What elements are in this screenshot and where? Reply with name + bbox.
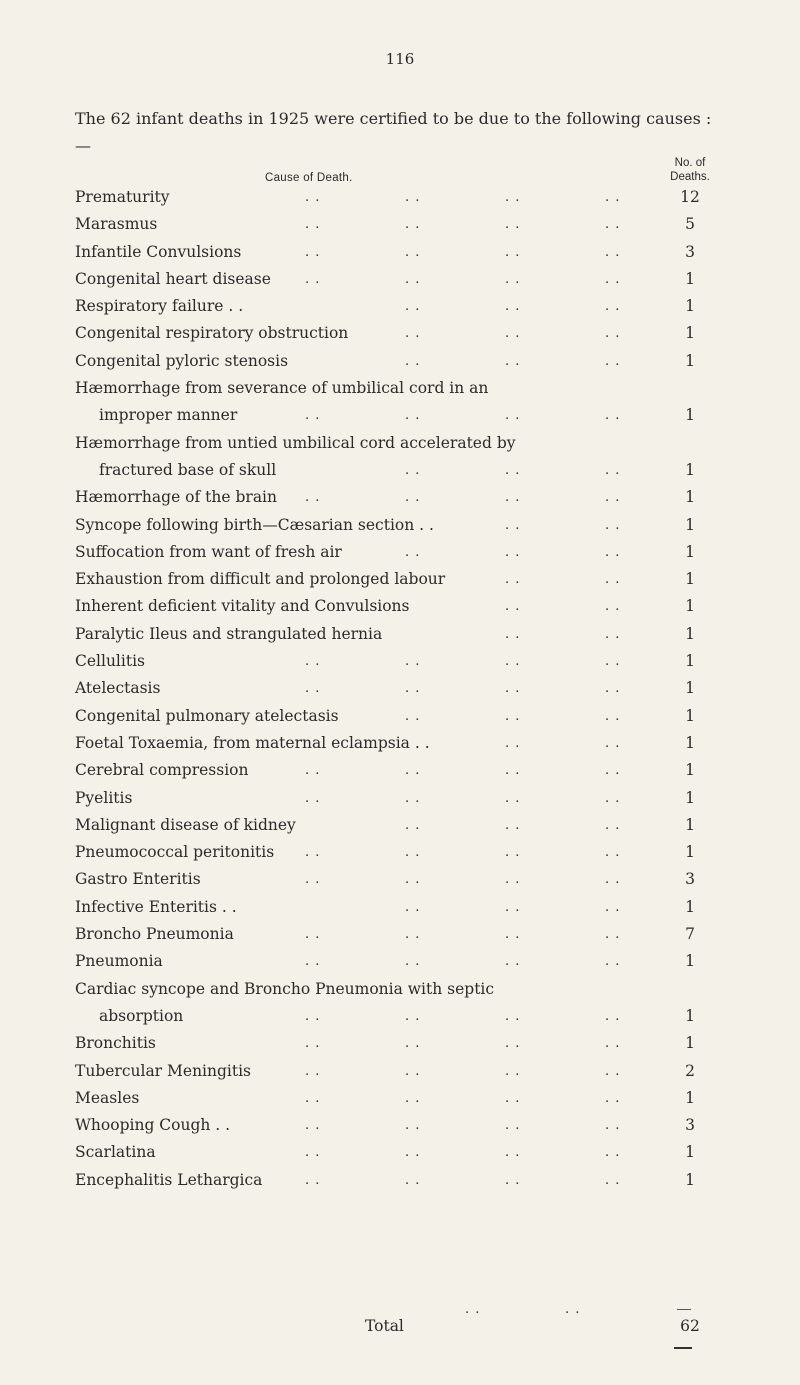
leader-dots: . . xyxy=(505,1118,521,1134)
table-row xyxy=(75,812,725,839)
cause-text: Gastro Enteritis xyxy=(75,870,201,889)
cause-text: Pneumococcal peritonitis xyxy=(75,843,275,862)
leader-dots: . . xyxy=(505,763,521,779)
cause-text: Bronchitis xyxy=(75,1034,156,1053)
leader-dots: . . xyxy=(305,927,321,943)
cause-text: Hæmorrhage from severance of umbilical cord in an xyxy=(75,379,489,398)
leader-dots: . . xyxy=(605,927,621,943)
leader-dots: . . xyxy=(505,271,521,287)
leader-dots: . . xyxy=(505,490,521,506)
table-row xyxy=(75,1085,725,1112)
leader-dots: . . xyxy=(505,353,521,369)
leader-dots: . . xyxy=(405,271,421,287)
table-row xyxy=(75,621,725,648)
death-count: 1 xyxy=(685,733,695,752)
death-count: 1 xyxy=(685,488,695,507)
death-count: 1 xyxy=(685,460,695,479)
leader-dots: . . xyxy=(605,190,621,205)
leader-dots: . . xyxy=(605,1172,621,1188)
leader-dots: . . xyxy=(605,1036,621,1052)
leader-dots: . . xyxy=(605,326,621,342)
leader-dots: . . xyxy=(605,271,621,287)
leader-dots: . . xyxy=(405,299,421,315)
leader-dots: . . xyxy=(405,654,421,670)
leader-dots: . . xyxy=(605,899,621,915)
leader-dots: . . xyxy=(605,845,621,861)
death-count: 1 xyxy=(685,1088,695,1107)
leader-dots: . . xyxy=(505,681,521,697)
table-row xyxy=(75,266,725,293)
intro-paragraph: The 62 infant deaths in 1925 were certified to be due to the following causes :— xyxy=(75,109,712,155)
death-count: 1 xyxy=(685,897,695,916)
table-row xyxy=(75,375,725,430)
leader-dots: . . xyxy=(605,599,621,615)
table-row xyxy=(75,320,725,347)
leader-dots: . . xyxy=(405,790,421,806)
leader-dots: . . xyxy=(605,1063,621,1079)
cause-text: Encephalitis Lethargica xyxy=(75,1170,263,1189)
death-count: 1 xyxy=(685,1170,695,1189)
cause-text-continued: improper manner xyxy=(99,406,238,425)
leader-dots: . . xyxy=(505,927,521,943)
death-count: 1 xyxy=(685,624,695,643)
leader-dots: . . xyxy=(605,490,621,506)
table-row xyxy=(75,593,725,620)
leader-dots: . . xyxy=(405,872,421,888)
leader-dots: . . xyxy=(505,408,521,424)
death-count: 1 xyxy=(685,652,695,671)
cause-text: Paralytic Ileus and strangulated hernia xyxy=(75,624,383,643)
death-count: 1 xyxy=(685,515,695,534)
death-count: 1 xyxy=(685,1034,695,1053)
leader-dots: . . xyxy=(505,1008,521,1024)
leader-dots: . . xyxy=(405,899,421,915)
leader-dots: . . xyxy=(305,1118,321,1134)
leader-dots: . . xyxy=(505,462,521,478)
cause-text: Inherent deficient vitality and Convulsions xyxy=(75,597,410,616)
cause-text: Prematurity xyxy=(75,188,170,206)
leader-dots: . . xyxy=(505,899,521,915)
leader-dots: . . xyxy=(505,1090,521,1106)
table-row xyxy=(75,921,725,948)
cause-text: Hæmorrhage of the brain xyxy=(75,488,277,507)
table-row xyxy=(75,1112,725,1139)
leader-dots: . . xyxy=(605,408,621,424)
leader-dots: . . xyxy=(405,544,421,560)
total-number: 62 xyxy=(680,1317,700,1335)
death-count: 1 xyxy=(685,679,695,698)
cause-text: Congenital respiratory obstruction xyxy=(75,324,349,343)
leader-dots: . . xyxy=(505,817,521,833)
table-row xyxy=(75,211,725,238)
leader-dots: . . xyxy=(605,1118,621,1134)
leader-dots: . . xyxy=(505,790,521,806)
leader-dots: . . xyxy=(505,517,521,533)
leader-dots: . . xyxy=(405,845,421,861)
table-row xyxy=(75,730,725,757)
table-row xyxy=(75,293,725,320)
cause-text: Congenital pulmonary atelectasis xyxy=(75,706,339,725)
leader-dots: . . xyxy=(305,1036,321,1052)
total-underline xyxy=(674,1347,692,1349)
leader-dots: . . xyxy=(405,1145,421,1161)
leader-dots: . . xyxy=(405,1118,421,1134)
leader-dots: . . xyxy=(605,1145,621,1161)
death-count: 1 xyxy=(685,542,695,561)
leader-dots: . . xyxy=(505,190,521,205)
leader-dots: . . xyxy=(605,544,621,560)
leader-dots: . . xyxy=(505,599,521,615)
death-count: 1 xyxy=(685,815,695,834)
leader-dots: . . xyxy=(405,490,421,506)
leader-dots: . . xyxy=(605,626,621,642)
cause-text: Foetal Toxaemia, from maternal eclampsia . . xyxy=(75,733,430,752)
leader-dots: . . xyxy=(405,217,421,233)
cause-text: Scarlatina xyxy=(75,1143,156,1162)
leader-dots: . . xyxy=(405,1063,421,1079)
leader-dots: . . xyxy=(305,244,321,260)
table-row xyxy=(75,566,725,593)
leader-dots: . . xyxy=(405,326,421,342)
leader-dots: . . xyxy=(305,681,321,697)
leader-dots: . . xyxy=(305,408,321,424)
table-row xyxy=(75,539,725,566)
cause-text: Congenital heart disease xyxy=(75,269,271,288)
leader-dots: . . xyxy=(505,845,521,861)
leader-dots: . . xyxy=(505,1145,521,1161)
leader-dots: . . xyxy=(505,872,521,888)
cause-text: Cellulitis xyxy=(75,652,145,671)
death-count: 3 xyxy=(685,870,695,889)
table-row xyxy=(75,1030,725,1057)
leader-dots: . . xyxy=(305,654,321,670)
cause-text-continued: fractured base of skull xyxy=(99,460,277,479)
leader-dots: . . xyxy=(505,954,521,970)
table-row xyxy=(75,948,725,975)
death-count: 1 xyxy=(685,351,695,370)
leader-dots: . . xyxy=(505,299,521,315)
leader-dots: . . xyxy=(405,190,421,205)
table-row xyxy=(75,648,725,675)
cause-text: Marasmus xyxy=(75,215,158,234)
leader-dots: . . xyxy=(405,408,421,424)
cause-text: Malignant disease of kidney xyxy=(75,815,296,834)
leader-dots: . . xyxy=(505,572,521,588)
cause-text: Atelectasis xyxy=(75,679,161,698)
leader-dots: . . xyxy=(305,1145,321,1161)
death-count: 3 xyxy=(685,1116,695,1135)
table-row xyxy=(75,1139,725,1166)
column-header-number xyxy=(660,156,720,184)
cause-text: Infective Enteritis . . xyxy=(75,897,237,916)
leader-dots: . . xyxy=(305,217,321,233)
table-row xyxy=(75,839,725,866)
leader-dots: . . xyxy=(605,217,621,233)
leader-dots: . . xyxy=(605,790,621,806)
leader-dots: . . xyxy=(505,626,521,642)
leader-dots: . . xyxy=(505,1063,521,1079)
leader-dots: . . xyxy=(605,763,621,779)
leader-dots: . . xyxy=(305,763,321,779)
leader-dots: . . xyxy=(505,326,521,342)
leader-dots: . . xyxy=(505,217,521,233)
table-row xyxy=(75,757,725,784)
death-count: 5 xyxy=(685,215,695,234)
leader-dots: . . xyxy=(505,708,521,724)
leader-dots: . . xyxy=(605,1008,621,1024)
leader-dots: . . xyxy=(405,954,421,970)
cause-text: Tubercular Meningitis xyxy=(75,1061,252,1080)
cause-text: Measles xyxy=(75,1088,140,1107)
leader-dots: . . xyxy=(405,1036,421,1052)
death-count: 1 xyxy=(685,843,695,862)
death-count: 1 xyxy=(685,406,695,425)
cause-text: Syncope following birth—Cæsarian section . . xyxy=(75,515,434,534)
cause-text: Congenital pyloric stenosis xyxy=(75,351,289,370)
table-row xyxy=(75,703,725,730)
table-row xyxy=(75,866,725,893)
death-count: 1 xyxy=(685,269,695,288)
table-row xyxy=(75,184,725,211)
leader-dots: . . xyxy=(605,872,621,888)
leader-dots: . . xyxy=(405,244,421,260)
table-row xyxy=(75,239,725,266)
leader-dots: . . xyxy=(605,462,621,478)
cause-text: Broncho Pneumonia xyxy=(75,925,234,944)
table-row xyxy=(75,348,725,375)
leader-dots: . . xyxy=(305,872,321,888)
leader-dots: . . xyxy=(405,1172,421,1188)
death-count: 1 xyxy=(685,706,695,725)
leader-dots: . . xyxy=(605,299,621,315)
leader-dots: . . xyxy=(605,517,621,533)
death-count: 1 xyxy=(685,597,695,616)
cause-text-continued: absorption xyxy=(99,1006,184,1025)
leader-dots: . . xyxy=(405,817,421,833)
column-header-number-line1: No. of xyxy=(674,157,706,169)
leader-dots: . . xyxy=(405,462,421,478)
table-row xyxy=(75,484,725,511)
death-count: 2 xyxy=(685,1061,695,1080)
leader-dots: . . xyxy=(605,681,621,697)
leader-dots: . . xyxy=(565,1302,581,1317)
leader-dots: . . xyxy=(305,954,321,970)
table-row xyxy=(75,675,725,702)
leader-dots: . . xyxy=(305,1063,321,1079)
leader-dots: . . xyxy=(405,763,421,779)
table-row xyxy=(75,1167,725,1194)
cause-text: Infantile Convulsions xyxy=(75,242,242,261)
causes-table xyxy=(75,184,725,1194)
leader-dots: . . xyxy=(405,681,421,697)
total-label: Total xyxy=(365,1317,404,1335)
table-row xyxy=(75,785,725,812)
cause-text: Hæmorrhage from untied umbilical cord accelerated by xyxy=(75,433,516,452)
death-count: 1 xyxy=(685,1006,695,1025)
cause-text: Suffocation from want of fresh air xyxy=(75,542,342,561)
leader-dots: . . xyxy=(305,190,321,205)
leader-dots: . . xyxy=(505,1172,521,1188)
cause-text: Cerebral compression xyxy=(75,761,249,780)
leader-dots: . . xyxy=(305,1008,321,1024)
leader-dots: . . xyxy=(505,654,521,670)
column-header-cause: Cause of Death. xyxy=(265,172,353,184)
leader-dots: . . xyxy=(405,1008,421,1024)
leader-dots: . . xyxy=(405,927,421,943)
death-count: 1 xyxy=(685,324,695,343)
leader-dots: . . xyxy=(605,244,621,260)
leader-dots: . . xyxy=(605,353,621,369)
leader-dots: . . xyxy=(605,572,621,588)
leader-dots: . . xyxy=(405,708,421,724)
leader-dots: . . xyxy=(605,735,621,751)
death-count: 1 xyxy=(685,297,695,316)
table-row xyxy=(75,976,725,1031)
leader-dots: . . xyxy=(305,1090,321,1106)
cause-text: Cardiac syncope and Broncho Pneumonia with septic xyxy=(75,979,495,998)
table-row xyxy=(75,430,725,485)
death-count: 7 xyxy=(685,925,695,944)
leader-dots: . . xyxy=(305,790,321,806)
death-count: 1 xyxy=(685,570,695,589)
death-count: 3 xyxy=(685,242,695,261)
leader-dots: . . xyxy=(605,954,621,970)
leader-dots: . . xyxy=(505,735,521,751)
cause-text: Respiratory failure . . xyxy=(75,297,244,316)
leader-dots: . . xyxy=(405,353,421,369)
cause-text: Exhaustion from difficult and prolonged labour xyxy=(75,570,446,589)
leader-dots: . . xyxy=(465,1302,481,1317)
page-number: 116 xyxy=(385,50,415,68)
leader-dots: . . xyxy=(305,845,321,861)
leader-dots: . . xyxy=(605,817,621,833)
table-row xyxy=(75,894,725,921)
leader-dots: . . xyxy=(505,544,521,560)
leader-dots: . . xyxy=(605,654,621,670)
leader-dots: . . xyxy=(405,1090,421,1106)
death-count: 1 xyxy=(685,788,695,807)
table-row xyxy=(75,512,725,539)
leader-dots: . . xyxy=(505,1036,521,1052)
total-rule xyxy=(677,1309,691,1310)
death-count: 1 xyxy=(685,761,695,780)
leader-dots: . . xyxy=(505,244,521,260)
column-header-number-line2: Deaths. xyxy=(670,171,710,183)
cause-text: Whooping Cough . . xyxy=(75,1116,231,1135)
leader-dots: . . xyxy=(605,1090,621,1106)
leader-dots: . . xyxy=(305,490,321,506)
death-count: 1 xyxy=(685,1143,695,1162)
leader-dots: . . xyxy=(305,271,321,287)
leader-dots: . . xyxy=(605,708,621,724)
table-row xyxy=(75,1058,725,1085)
leader-dots: . . xyxy=(305,1172,321,1188)
cause-text: Pyelitis xyxy=(75,788,133,807)
cause-text: Pneumonia xyxy=(75,952,163,971)
death-count: 12 xyxy=(680,188,700,206)
death-count: 1 xyxy=(685,952,695,971)
